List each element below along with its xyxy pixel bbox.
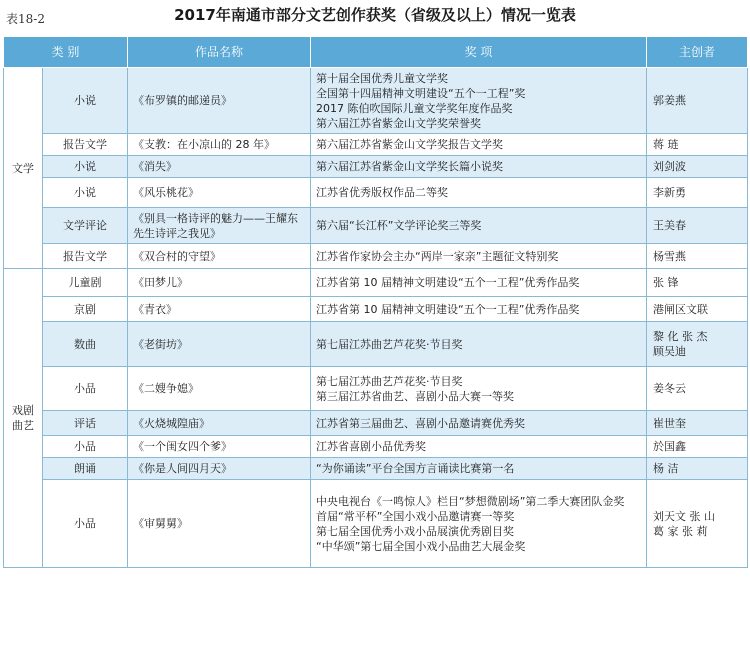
award-cell <box>311 244 647 269</box>
award-line: 2017 陈伯吹国际儿童文学奖年度作品奖 <box>316 101 513 115</box>
award-line: 第六届江苏省紫金山文学奖长篇小说奖 <box>316 160 504 173</box>
creator-line: 李新勇 <box>653 186 687 199</box>
table-header-row <box>4 37 748 68</box>
work-title-cell: 《田梦儿》 <box>128 269 311 297</box>
creator-line: 顾吴迪 <box>653 345 687 358</box>
work-title-cell: 《支教：在小凉山的 28 年》 <box>128 134 311 156</box>
award-cell <box>311 297 647 322</box>
creator-line: 刘剑波 <box>653 160 687 173</box>
award-line: 江苏省第 10 届精神文明建设“五个一工程”优秀作品奖 <box>316 302 580 316</box>
award-line: 江苏省第三届曲艺、喜剧小品邀请赛优秀奖 <box>316 416 526 430</box>
subcategory-cell: 小品 <box>43 480 128 568</box>
award-line: 中央电视台《一鸣惊人》栏目“梦想微剧场”第二季大赛团队金奖 <box>316 494 625 508</box>
subcategory-cell: 小说 <box>43 178 128 208</box>
subcategory-cell: 小说 <box>43 156 128 178</box>
award-cell <box>311 178 647 208</box>
award-line: 第三届江苏省曲艺、喜剧小品大赛一等奖 <box>316 389 515 403</box>
award-line: 第六届“长江杯”文学评论奖三等奖 <box>316 219 482 232</box>
header-work: 作品名称 <box>128 37 311 68</box>
table-row <box>4 208 748 244</box>
subcategory-cell: 儿童剧 <box>43 269 128 297</box>
creator-line: 杨雪燕 <box>653 249 687 263</box>
award-line: 第七届江苏曲艺芦花奖·节目奖 <box>316 374 463 388</box>
award-cell <box>311 68 647 134</box>
creator-line: 王美春 <box>653 219 687 232</box>
award-line: 全国第十四届精神文明建设“五个一工程”奖 <box>316 86 526 100</box>
creator-cell <box>647 244 748 269</box>
table-row <box>4 297 748 322</box>
award-cell <box>311 436 647 458</box>
award-line: “中华颂”第七届全国小戏小品曲艺大展金奖 <box>316 539 526 553</box>
creator-cell <box>647 367 748 411</box>
subcategory-cell: 小品 <box>43 367 128 411</box>
subcategory-cell: 朗诵 <box>43 458 128 480</box>
award-line: 江苏省喜剧小品优秀奖 <box>316 440 427 453</box>
work-title-cell: 《风乐桃花》 <box>128 178 311 208</box>
table-row <box>4 436 748 458</box>
work-title-cell: 《双合村的守望》 <box>128 244 311 269</box>
work-title-cell: 《老街坊》 <box>128 322 311 367</box>
creator-line: 於国鑫 <box>653 440 687 453</box>
subcategory-cell: 报告文学 <box>43 244 128 269</box>
award-cell <box>311 269 647 297</box>
subcategory-cell: 小品 <box>43 436 128 458</box>
awards-table <box>3 36 748 568</box>
creator-cell <box>647 68 748 134</box>
creator-cell <box>647 480 748 568</box>
award-line: 第十届全国优秀儿童文学奖 <box>316 71 449 85</box>
table-row <box>4 134 748 156</box>
creator-cell <box>647 322 748 367</box>
creator-line: 崔世奎 <box>653 416 687 430</box>
creator-cell <box>647 436 748 458</box>
work-title-cell: 《你是人间四月天》 <box>128 458 311 480</box>
table-row <box>4 480 748 568</box>
table-body <box>4 68 748 568</box>
award-cell <box>311 367 647 411</box>
creator-line: 郭姜燕 <box>653 94 687 107</box>
table-row <box>4 322 748 367</box>
table-row <box>4 68 748 134</box>
creator-line: 葛 家 张 莉 <box>653 524 708 538</box>
work-title-cell: 《青衣》 <box>128 297 311 322</box>
category-cell: 文学 <box>4 68 43 269</box>
creator-cell <box>647 178 748 208</box>
table-row <box>4 244 748 269</box>
creator-line: 姜冬云 <box>653 382 687 395</box>
header-category: 类 别 <box>4 37 128 68</box>
work-title-cell: 《火烧城隍庙》 <box>128 411 311 436</box>
subcategory-cell: 数曲 <box>43 322 128 367</box>
document-header <box>0 0 750 36</box>
award-line: 江苏省第 10 届精神文明建设“五个一工程”优秀作品奖 <box>316 276 580 289</box>
work-title-cell: 《二嫂争媳》 <box>128 367 311 411</box>
creator-cell <box>647 297 748 322</box>
creator-cell <box>647 134 748 156</box>
work-title-cell: 《一个闺女四个爹》 <box>128 436 311 458</box>
subcategory-cell: 京剧 <box>43 297 128 322</box>
table-row <box>4 411 748 436</box>
table-row <box>4 269 748 297</box>
table-number: 表18-2 <box>6 12 45 26</box>
creator-cell <box>647 208 748 244</box>
creator-line: 蒋 琏 <box>653 138 679 151</box>
work-title-cell: 《别具一格诗评的魅力——王耀东先生诗评之我见》 <box>128 208 311 244</box>
creator-cell <box>647 269 748 297</box>
table-title: 2017年南通市部分文艺创作获奖（省级及以上）情况一览表 <box>174 6 576 24</box>
subcategory-cell: 评话 <box>43 411 128 436</box>
category-cell: 戏剧曲艺 <box>4 269 43 568</box>
work-title-cell: 《布罗镇的邮递员》 <box>128 68 311 134</box>
award-line: 第六届江苏省紫金山文学奖荣誉奖 <box>316 116 482 130</box>
creator-line: 港闸区文联 <box>653 302 709 316</box>
header-creator: 主创者 <box>647 37 748 68</box>
award-line: 江苏省优秀版权作品二等奖 <box>316 186 449 199</box>
creator-line: 刘天文 张 山 <box>653 509 716 523</box>
table-row <box>4 458 748 480</box>
award-line: 江苏省作家协会主办“两岸一家亲”主题征文特别奖 <box>316 249 559 263</box>
award-cell <box>311 458 647 480</box>
table-row <box>4 178 748 208</box>
header-award: 奖 项 <box>311 37 647 68</box>
work-title-cell: 《审舅舅》 <box>128 480 311 568</box>
award-line: 第七届全国优秀小戏小品展演优秀剧目奖 <box>316 524 515 538</box>
creator-line: 黎 化 张 杰 <box>653 330 708 343</box>
award-line: “为你诵读”平台全国方言诵读比赛第一名 <box>316 462 515 475</box>
award-cell <box>311 480 647 568</box>
table-row <box>4 367 748 411</box>
work-title-cell: 《消失》 <box>128 156 311 178</box>
creator-cell <box>647 411 748 436</box>
award-cell <box>311 134 647 156</box>
award-cell <box>311 156 647 178</box>
creator-line: 杨 洁 <box>653 462 679 475</box>
award-cell <box>311 208 647 244</box>
subcategory-cell: 报告文学 <box>43 134 128 156</box>
subcategory-cell: 文学评论 <box>43 208 128 244</box>
award-cell <box>311 322 647 367</box>
creator-cell <box>647 156 748 178</box>
subcategory-cell: 小说 <box>43 68 128 134</box>
award-cell <box>311 411 647 436</box>
creator-cell <box>647 458 748 480</box>
award-line: 首届“常平杯”全国小戏小品邀请赛一等奖 <box>316 509 515 523</box>
award-line: 第六届江苏省紫金山文学奖报告文学奖 <box>316 138 504 151</box>
creator-line: 张 锋 <box>653 276 679 289</box>
table-row <box>4 156 748 178</box>
award-line: 第七届江苏曲艺芦花奖·节目奖 <box>316 337 463 351</box>
